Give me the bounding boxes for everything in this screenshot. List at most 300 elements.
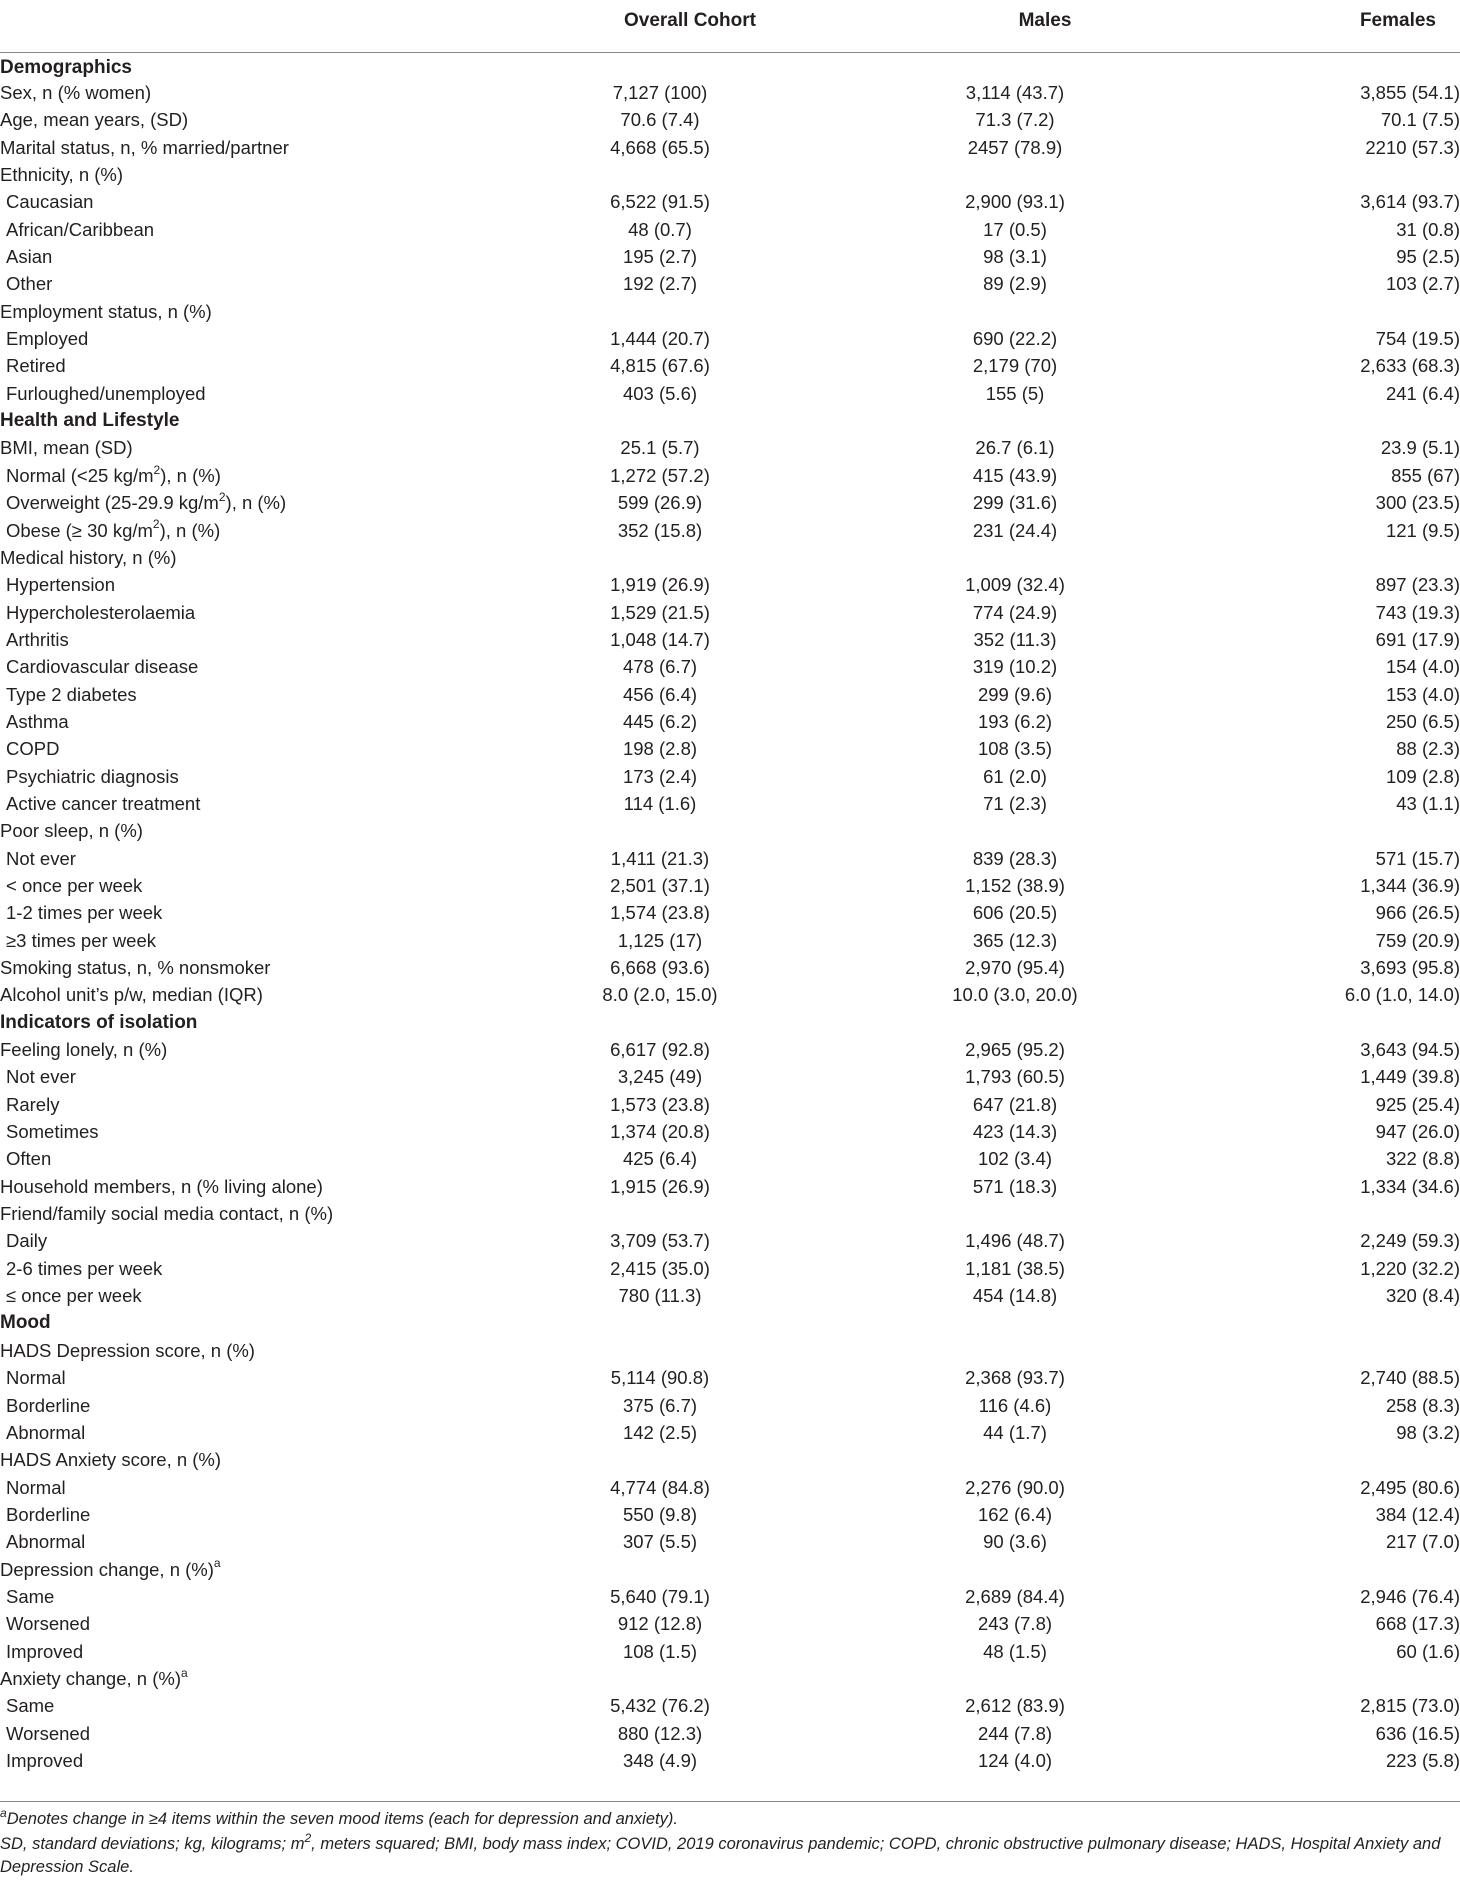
table-row: [0, 1365, 1460, 1392]
females-value: 636 (16.5): [1375, 1722, 1460, 1744]
table-row: [0, 490, 1460, 517]
females-value: 3,614 (93.7): [1360, 191, 1460, 213]
males-value: [820, 1200, 1210, 1227]
overall-cohort-value: 880 (12.3): [617, 1722, 703, 1744]
row-label: [0, 1556, 500, 1583]
females-value: 1,449 (39.8): [1360, 1066, 1460, 1088]
overall-cohort-value: 70.6 (7.4): [620, 109, 700, 131]
table-row: [0, 134, 1460, 161]
females-value: 3,643 (94.5): [1360, 1039, 1460, 1061]
males-value: 2,965 (95.2): [965, 1039, 1065, 1061]
overall-cohort-value: 425 (6.4): [622, 1148, 698, 1170]
row-label-text: Often: [6, 1148, 52, 1170]
overall-cohort-value: 2,501 (37.1): [610, 874, 710, 896]
row-label: [0, 1583, 500, 1610]
row-label-text: Smoking status, n, % nonsmoker: [0, 957, 271, 979]
females-value: [1210, 1337, 1460, 1364]
table-row: [0, 544, 1460, 571]
row-label: [0, 216, 500, 243]
row-label: [0, 818, 500, 845]
table-row: [0, 736, 1460, 763]
males-value: 774 (24.9): [972, 601, 1058, 623]
table-row: [0, 1091, 1460, 1118]
row-label-suffix: ), n (%): [159, 519, 221, 541]
males-value: 44 (1.7): [983, 1421, 1047, 1443]
row-label-text: Overweight (25-29.9 kg/m: [6, 492, 219, 514]
table-row: [0, 1665, 1460, 1692]
row-label: [0, 1337, 500, 1364]
males-value: 17 (0.5): [983, 218, 1047, 240]
row-label-text: Improved: [6, 1749, 84, 1771]
females-value: 31 (0.8): [1396, 218, 1460, 240]
row-label: [0, 1036, 500, 1063]
overall-cohort-value: [500, 407, 820, 434]
females-value: 322 (8.8): [1385, 1148, 1460, 1170]
overall-cohort-value: 7,127 (100): [612, 82, 708, 104]
row-label: [0, 927, 500, 954]
females-value: 925 (25.4): [1375, 1093, 1460, 1115]
females-value: 43 (1.1): [1396, 792, 1460, 814]
overall-cohort-value: 1,573 (23.8): [610, 1093, 710, 1115]
table-row: [0, 927, 1460, 954]
row-label: [0, 845, 500, 872]
table-row: [0, 1255, 1460, 1282]
males-value: [820, 407, 1210, 434]
table-row: [0, 626, 1460, 653]
overall-cohort-value: [500, 1665, 820, 1692]
table-row: [0, 1146, 1460, 1173]
table-body: [0, 52, 1460, 1775]
females-value: 95 (2.5): [1396, 246, 1460, 268]
overall-cohort-value: 912 (12.8): [617, 1613, 703, 1635]
females-value: 1,220 (32.2): [1360, 1257, 1460, 1279]
table-row: [0, 1419, 1460, 1446]
row-label: [0, 681, 500, 708]
row-label: [0, 1255, 500, 1282]
row-label-text: Active cancer treatment: [6, 792, 201, 814]
males-value: 839 (28.3): [972, 847, 1058, 869]
row-label-text: Anxiety change, n (%): [0, 1667, 181, 1689]
row-label-text: Rarely: [6, 1093, 60, 1115]
row-label: [0, 1474, 500, 1501]
females-value: 250 (6.5): [1385, 710, 1460, 732]
row-label: [0, 1200, 500, 1227]
males-value: 102 (3.4): [977, 1148, 1053, 1170]
header-females: Females: [1210, 10, 1460, 52]
females-value: 6.0 (1.0, 14.0): [1344, 984, 1460, 1006]
males-value: 2457 (78.9): [967, 136, 1063, 158]
overall-cohort-value: 550 (9.8): [622, 1503, 698, 1525]
females-value: [1210, 1009, 1460, 1036]
overall-cohort-value: 4,668 (65.5): [610, 136, 710, 158]
row-label-superscript: a: [180, 1665, 188, 1680]
row-label: [0, 1447, 500, 1474]
section-row: [0, 52, 1460, 79]
overall-cohort-value: 173 (2.4): [622, 765, 698, 787]
row-label: [0, 298, 500, 325]
overall-cohort-value: 307 (5.5): [622, 1531, 698, 1553]
overall-cohort-value: 48 (0.7): [628, 218, 692, 240]
row-label-superscript: a: [213, 1556, 221, 1571]
row-label-text: Hypertension: [6, 574, 116, 596]
females-value: 2,249 (59.3): [1360, 1230, 1460, 1252]
females-value: [1210, 298, 1460, 325]
males-value: 124 (4.0): [977, 1749, 1053, 1771]
row-label-text: Sex, n (% women): [0, 82, 152, 104]
overall-cohort-value: 599 (26.9): [617, 492, 703, 514]
row-label: [0, 1611, 500, 1638]
table-row: [0, 818, 1460, 845]
males-value: 1,793 (60.5): [965, 1066, 1065, 1088]
overall-cohort-value: [500, 52, 820, 79]
row-label-text: BMI, mean (SD): [0, 437, 133, 459]
header-overall-cohort: Overall Cohort: [500, 10, 820, 52]
table-row: [0, 1036, 1460, 1063]
row-label: [0, 1064, 500, 1091]
males-value: [820, 544, 1210, 571]
table-row: [0, 1282, 1460, 1309]
row-label-text: ≤ once per week: [6, 1285, 142, 1307]
row-label-text: Friend/family social media contact, n (%): [0, 1203, 334, 1225]
row-label: [0, 1693, 500, 1720]
row-label-text: Normal (<25 kg/m: [6, 464, 154, 486]
table-row: [0, 1556, 1460, 1583]
table-row: [0, 763, 1460, 790]
overall-cohort-value: [500, 544, 820, 571]
row-label-text: Retired: [6, 355, 66, 377]
row-label: [0, 1282, 500, 1309]
table-row: [0, 900, 1460, 927]
males-value: [820, 1337, 1210, 1364]
overall-cohort-value: [500, 1556, 820, 1583]
row-label-text: Depression change, n (%): [0, 1558, 214, 1580]
row-label: [0, 763, 500, 790]
row-label: [0, 271, 500, 298]
females-value: [1210, 1310, 1460, 1337]
males-value: 193 (6.2): [977, 710, 1053, 732]
row-label: [0, 599, 500, 626]
overall-cohort-value: 445 (6.2): [622, 710, 698, 732]
row-label-text: Medical history, n (%): [0, 546, 177, 568]
abbreviations-text-start: SD, standard deviations; kg, kilograms; m: [0, 1835, 305, 1853]
row-label: [0, 380, 500, 407]
table-row: [0, 1200, 1460, 1227]
males-value: 90 (3.6): [983, 1531, 1047, 1553]
females-value: 3,693 (95.8): [1360, 957, 1460, 979]
table-row: [0, 107, 1460, 134]
overall-cohort-value: 2,415 (35.0): [610, 1257, 710, 1279]
section-row: [0, 1009, 1460, 1036]
row-label-text: Not ever: [6, 1066, 76, 1088]
row-label: [0, 1747, 500, 1774]
table-row: [0, 1337, 1460, 1364]
row-label-text: Marital status, n, % married/partner: [0, 136, 289, 158]
table-row: [0, 298, 1460, 325]
section-heading: [0, 1310, 500, 1337]
females-value: 855 (67): [1391, 464, 1460, 486]
row-label: [0, 490, 500, 517]
overall-cohort-value: [500, 1200, 820, 1227]
overall-cohort-value: 1,125 (17): [617, 929, 703, 951]
overall-cohort-value: 25.1 (5.7): [620, 437, 700, 459]
overall-cohort-value: 1,411 (21.3): [610, 847, 710, 869]
table-row: [0, 872, 1460, 899]
row-label: [0, 462, 500, 489]
overall-cohort-value: 195 (2.7): [622, 246, 698, 268]
row-label-suffix: ), n (%): [160, 464, 221, 486]
row-label-superscript: 2: [153, 462, 161, 477]
row-label: [0, 243, 500, 270]
overall-cohort-value: [500, 161, 820, 188]
females-value: [1210, 407, 1460, 434]
row-label: [0, 1365, 500, 1392]
row-label-text: Caucasian: [6, 191, 94, 213]
table-footnotes: [0, 1805, 1460, 1881]
table-row: [0, 1501, 1460, 1528]
row-label: [0, 982, 500, 1009]
section-row: [0, 407, 1460, 434]
females-value: 384 (12.4): [1375, 1503, 1460, 1525]
row-label: [0, 189, 500, 216]
males-value: 2,612 (83.9): [965, 1695, 1065, 1717]
males-value: 319 (10.2): [972, 656, 1058, 678]
row-label-superscript: 2: [152, 517, 160, 532]
males-value: 162 (6.4): [977, 1503, 1053, 1525]
footnote-divider: [0, 1801, 1460, 1802]
males-value: 2,368 (93.7): [965, 1367, 1065, 1389]
table-row: [0, 216, 1460, 243]
row-label-text: Psychiatric diagnosis: [6, 765, 179, 787]
row-label-text: Furloughed/unemployed: [6, 382, 206, 404]
table-row: [0, 380, 1460, 407]
section-heading: [0, 407, 500, 434]
table-row: [0, 654, 1460, 681]
females-value: [1210, 544, 1460, 571]
females-value: 1,334 (34.6): [1360, 1175, 1460, 1197]
females-value: 153 (4.0): [1385, 683, 1460, 705]
table-row: [0, 1638, 1460, 1665]
table-row: [0, 790, 1460, 817]
row-label-text: Employment status, n (%): [0, 300, 212, 322]
males-value: 243 (7.8): [977, 1613, 1053, 1635]
overall-cohort-value: 375 (6.7): [622, 1394, 698, 1416]
males-value: 155 (5): [985, 382, 1045, 404]
row-label: [0, 1720, 500, 1747]
females-value: 691 (17.9): [1375, 628, 1460, 650]
females-value: 23.9 (5.1): [1380, 437, 1460, 459]
overall-cohort-value: [500, 1009, 820, 1036]
females-value: [1210, 52, 1460, 79]
abbreviations-superscript: 2: [304, 1830, 312, 1845]
row-label: [0, 544, 500, 571]
females-value: 98 (3.2): [1396, 1421, 1460, 1443]
footnote-abbreviations: [0, 1830, 1460, 1879]
overall-cohort-value: 352 (15.8): [617, 519, 703, 541]
females-value: [1210, 1556, 1460, 1583]
females-value: 754 (19.5): [1375, 328, 1460, 350]
header-row: [0, 10, 1460, 52]
table-row: [0, 1747, 1460, 1774]
males-value: [820, 1310, 1210, 1337]
row-label-text: Improved: [6, 1640, 84, 1662]
males-value: 365 (12.3): [972, 929, 1058, 951]
footnote-a: [0, 1805, 1460, 1831]
row-label-text: < once per week: [6, 874, 143, 896]
row-label-text: Asian: [6, 246, 53, 268]
males-value: 647 (21.8): [972, 1093, 1058, 1115]
row-label: [0, 1118, 500, 1145]
characteristics-table: [0, 10, 1460, 1775]
males-value: 606 (20.5): [972, 902, 1058, 924]
row-label: [0, 1228, 500, 1255]
overall-cohort-value: 1,048 (14.7): [610, 628, 710, 650]
males-value: 1,181 (38.5): [965, 1257, 1065, 1279]
row-label-text: Sometimes: [6, 1121, 99, 1143]
row-label: [0, 1419, 500, 1446]
males-value: 71.3 (7.2): [975, 109, 1055, 131]
males-value: 690 (22.2): [972, 328, 1058, 350]
row-label-text: COPD: [6, 738, 60, 760]
overall-cohort-value: [500, 818, 820, 845]
overall-cohort-value: 6,668 (93.6): [610, 957, 710, 979]
table-row: [0, 353, 1460, 380]
row-label-text: African/Caribbean: [6, 218, 155, 240]
males-value: 2,689 (84.4): [965, 1585, 1065, 1607]
males-value: 571 (18.3): [972, 1175, 1058, 1197]
row-label-text: Borderline: [6, 1503, 91, 1525]
row-label: [0, 435, 500, 462]
row-label: [0, 900, 500, 927]
table-row: [0, 982, 1460, 1009]
row-label-text: Arthritis: [6, 628, 69, 650]
overall-cohort-value: 1,444 (20.7): [610, 328, 710, 350]
females-value: 966 (26.5): [1375, 902, 1460, 924]
row-label-text: 2-6 times per week: [6, 1257, 163, 1279]
males-value: 2,970 (95.4): [965, 957, 1065, 979]
row-label-text: Health and Lifestyle: [0, 410, 180, 432]
overall-cohort-value: 5,114 (90.8): [610, 1367, 710, 1389]
table-header: [0, 10, 1460, 52]
row-label: [0, 654, 500, 681]
footnote-a-marker: a: [0, 1805, 7, 1820]
overall-cohort-value: [500, 1337, 820, 1364]
table-row: [0, 1118, 1460, 1145]
row-label-text: Type 2 diabetes: [6, 683, 137, 705]
table-row: [0, 1447, 1460, 1474]
females-value: 2,495 (80.6): [1360, 1476, 1460, 1498]
row-label-text: 1-2 times per week: [6, 902, 163, 924]
females-value: 2,633 (68.3): [1360, 355, 1460, 377]
females-value: 2210 (57.3): [1365, 136, 1460, 158]
overall-cohort-value: 1,529 (21.5): [610, 601, 710, 623]
males-value: 89 (2.9): [983, 273, 1047, 295]
row-label: [0, 954, 500, 981]
females-value: 88 (2.3): [1396, 738, 1460, 760]
females-value: 103 (2.7): [1385, 273, 1460, 295]
row-label-text: Age, mean years, (SD): [0, 109, 189, 131]
overall-cohort-value: 8.0 (2.0, 15.0): [602, 984, 718, 1006]
row-label: [0, 790, 500, 817]
males-value: [820, 298, 1210, 325]
row-label: [0, 1392, 500, 1419]
males-value: [820, 52, 1210, 79]
section-row: [0, 1310, 1460, 1337]
table-row: [0, 325, 1460, 352]
overall-cohort-value: 108 (1.5): [622, 1640, 698, 1662]
overall-cohort-value: 5,432 (76.2): [610, 1695, 710, 1717]
table-row: [0, 79, 1460, 106]
row-label-text: Poor sleep, n (%): [0, 820, 143, 842]
overall-cohort-value: 1,272 (57.2): [610, 464, 710, 486]
section-heading: [0, 52, 500, 79]
females-value: 217 (7.0): [1385, 1531, 1460, 1553]
females-value: [1210, 1447, 1460, 1474]
overall-cohort-value: 6,522 (91.5): [610, 191, 710, 213]
table-row: [0, 1693, 1460, 1720]
females-value: 2,815 (73.0): [1360, 1695, 1460, 1717]
females-value: 2,946 (76.4): [1360, 1585, 1460, 1607]
table-row: [0, 271, 1460, 298]
females-value: 60 (1.6): [1396, 1640, 1460, 1662]
overall-cohort-value: [500, 1310, 820, 1337]
females-value: 668 (17.3): [1375, 1613, 1460, 1635]
females-value: 109 (2.8): [1385, 765, 1460, 787]
males-value: [820, 1665, 1210, 1692]
table-row: [0, 1720, 1460, 1747]
table-row: [0, 1228, 1460, 1255]
row-label: [0, 1146, 500, 1173]
males-value: [820, 1009, 1210, 1036]
males-value: [820, 818, 1210, 845]
section-heading: [0, 1009, 500, 1036]
row-label: [0, 626, 500, 653]
table-row: [0, 462, 1460, 489]
row-label-text: Worsened: [6, 1613, 90, 1635]
table-row: [0, 708, 1460, 735]
row-label: [0, 736, 500, 763]
row-label-text: Indicators of isolation: [0, 1011, 198, 1033]
males-value: 2,179 (70): [972, 355, 1058, 377]
males-value: [820, 1556, 1210, 1583]
females-value: 571 (15.7): [1375, 847, 1460, 869]
males-value: 2,276 (90.0): [965, 1476, 1065, 1498]
females-value: 258 (8.3): [1385, 1394, 1460, 1416]
males-value: 1,496 (48.7): [965, 1230, 1065, 1252]
males-value: 1,009 (32.4): [965, 574, 1065, 596]
females-value: 154 (4.0): [1385, 656, 1460, 678]
males-value: 415 (43.9): [972, 464, 1058, 486]
table-row: [0, 572, 1460, 599]
abbreviations-text-end: , meters squared; BMI, body mass index; COVID, 2019 coronavirus pandemic; COPD, chronic obstructive pulmonary disease; HADS, Hospital Anxiety and Depression Scale.: [0, 1835, 1441, 1876]
males-value: 244 (7.8): [977, 1722, 1053, 1744]
males-value: 10.0 (3.0, 20.0): [952, 984, 1078, 1006]
footnote-a-text: Denotes change in ≥4 items within the seven mood items (each for depression and anxiety).: [6, 1810, 678, 1828]
row-label: [0, 353, 500, 380]
row-label: [0, 1665, 500, 1692]
overall-cohort-value: 1,574 (23.8): [610, 902, 710, 924]
overall-cohort-value: 6,617 (92.8): [610, 1039, 710, 1061]
table-row: [0, 1529, 1460, 1556]
females-value: 1,344 (36.9): [1360, 874, 1460, 896]
row-label-text: Demographics: [0, 56, 132, 78]
males-value: 2,900 (93.1): [965, 191, 1065, 213]
row-label-text: HADS Anxiety score, n (%): [0, 1449, 222, 1471]
males-value: [820, 1447, 1210, 1474]
header-males: Males: [820, 10, 1210, 52]
overall-cohort-value: 4,774 (84.8): [610, 1476, 710, 1498]
males-value: 48 (1.5): [983, 1640, 1047, 1662]
row-label-text: Employed: [6, 328, 89, 350]
